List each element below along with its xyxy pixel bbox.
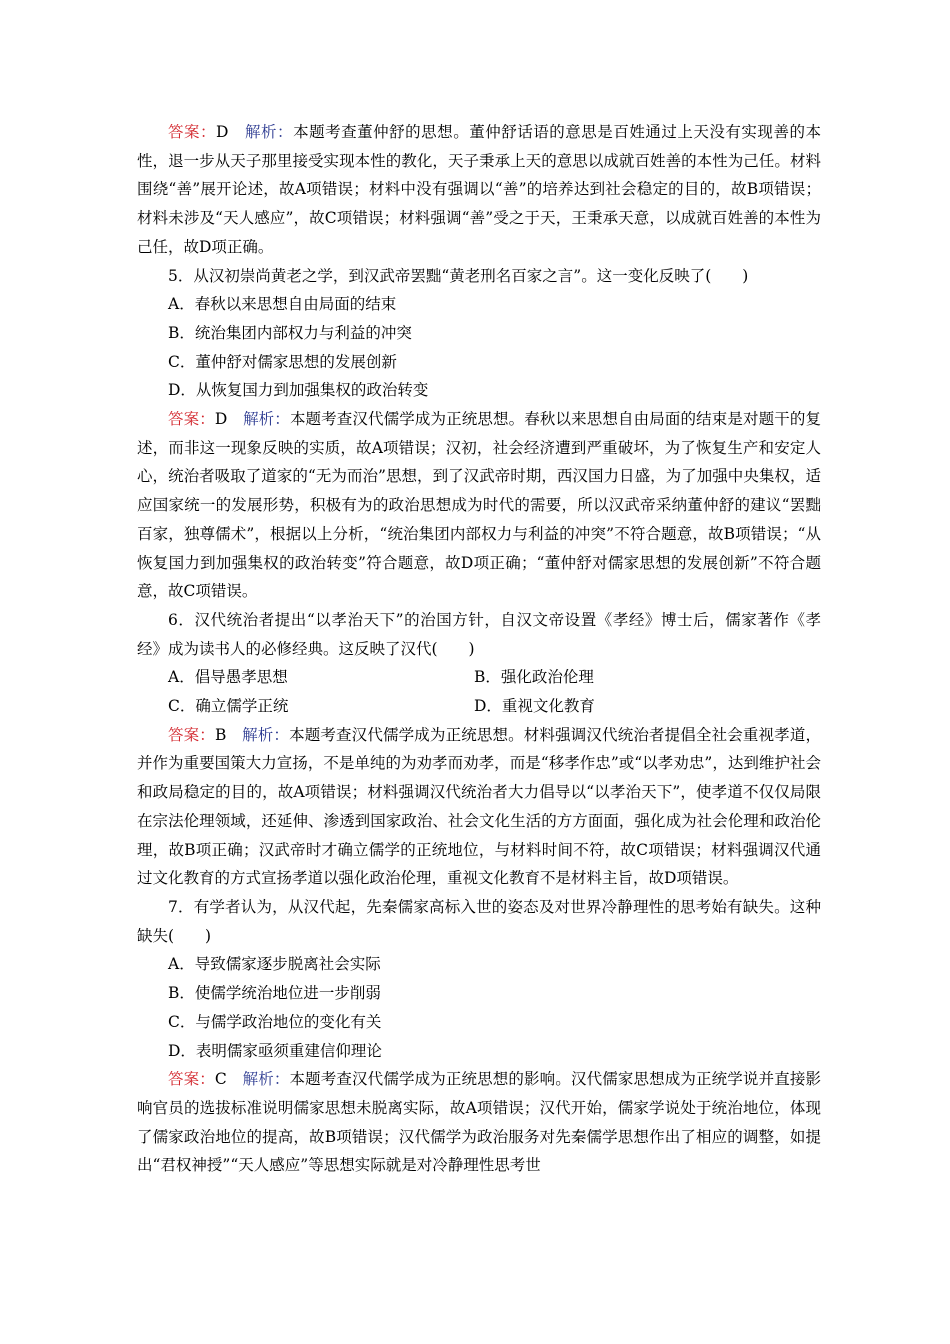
explanation-text: 本题考查汉代儒学成为正统思想。春秋以来思想自由局面的结束是对题干的复述，而非这一现象反映的实质，故A项错误；汉初，社会经济遭到严重破坏，为了恢复生产和安定人心，统治者吸取了道家的“无为而治”思想，到了汉武帝时期，西汉国力日盛，为了加强中央集权，适应国家统一的发展形势，积极有为的政治思想成为时代的需要，所以汉武帝采纳董仲舒的建议“罢黜百家，独尊儒术”，根据以上分析，“统治集团内部权力与利益的冲突”不符合题意，故B项错误；“从恢复国力到加强集权的政治转变”符合题意，故D项正确；“董仲舒对儒家思想的发展创新”不符合题意，故C项错误。 bbox=[137, 410, 821, 601]
explanation-label: 解析： bbox=[245, 123, 294, 141]
q7-answer bbox=[137, 1065, 821, 1180]
answer-value: D bbox=[216, 123, 229, 141]
q5-option-a: A．春秋以来思想自由局面的结束 bbox=[168, 295, 397, 314]
q6-option-c: C．确立儒学正统 bbox=[168, 697, 289, 716]
q5-stem: 5．从汉初崇尚黄老之学，到汉武帝罢黜“黄老刑名百家之言”。这一变化反映了( ) bbox=[168, 266, 749, 285]
answer-label: 答案： bbox=[168, 1070, 215, 1089]
q7-option-d: D．表明儒家亟须重建信仰理论 bbox=[168, 1041, 382, 1060]
q6-options-row-2 bbox=[137, 692, 821, 721]
q6-answer bbox=[137, 721, 821, 893]
answer-label: 答案： bbox=[168, 123, 217, 141]
answer-label: 答案： bbox=[168, 410, 215, 429]
explanation-text: 本题考查汉代儒学成为正统思想的影响。汉代儒家思想成为正统学说并直接影响官员的选拔标准说明儒家思想未脱离实际，故A项错误；汉代开始，儒家学说处于统治地位，体现了儒家政治地位的提高，故B项错误；汉代儒学为政治服务对先秦儒学思想作出了相应的调整，如提出“君权神授”“天人感应”等思想实际就是对冷静理性思考世 bbox=[137, 1070, 821, 1175]
explanation-label: 解析： bbox=[242, 1070, 290, 1089]
answer-label: 答案： bbox=[168, 725, 215, 744]
q7-stem: 7．有学者认为，从汉代起，先秦儒家高标入世的姿态及对世界冷静理性的思考始有缺失。这种缺失( ) bbox=[137, 897, 821, 945]
answer-value: C bbox=[214, 1070, 227, 1089]
q5-answer bbox=[137, 405, 821, 606]
q6-option-b: B．强化政治伦理 bbox=[474, 668, 594, 687]
q7-option-b: B．使儒学统治地位进一步削弱 bbox=[168, 984, 381, 1003]
q6-option-d: D．重视文化教育 bbox=[474, 697, 595, 716]
q6-options-row-1 bbox=[137, 663, 821, 692]
q7-option-a: A．导致儒家逐步脱离社会实际 bbox=[168, 955, 381, 974]
explanation-label: 解析： bbox=[242, 725, 290, 744]
q7-option-c: C．与儒学政治地位的变化有关 bbox=[168, 1012, 382, 1031]
q5-option-d: D．从恢复国力到加强集权的政治转变 bbox=[168, 381, 429, 400]
q6-stem: 6．汉代统治者提出“以孝治天下”的治国方针，自汉文帝设置《孝经》博士后，儒家著作《孝经》成为读书人的必修经典。这反映了汉代( ) bbox=[137, 610, 821, 658]
answer-value: B bbox=[214, 725, 227, 744]
explanation-text: 本题考查汉代儒学成为正统思想。材料强调汉代统治者提倡全社会重视孝道，并作为重要国策大力宣扬，不是单纯的为劝孝而劝孝，而是“移孝作忠”或“以孝劝忠”，达到维护社会和政局稳定的目的，故A项错误；材料强调汉代统治者大力倡导以“以孝治天下”，使孝道不仅仅局限在宗法伦理领域，还延伸、渗透到国家政治、社会文化生活的方方面面，强化成为社会伦理和政治伦理，故B项正确；汉武帝时才确立儒学的正统地位，与材料时间不符，故C项错误；材料强调汉代通过文化教育的方式宣扬孝道以强化政治伦理，重视文化教育不是材料主旨，故D项错误。 bbox=[137, 725, 821, 888]
explanation-text: 本题考查董仲舒的思想。董仲舒话语的意思是百姓通过上天没有实现善的本性，退一步从天子那里接受实现本性的教化，天子秉承上天的意思以成就百姓善的本性为己任。材料围绕“善”展开论述，故A项错误；材料中没有强调以“善”的培养达到社会稳定的目的，故B项错误；材料未涉及“天人感应”，故C项错误；材料强调“善”受之于天，王秉承天意，以成就百姓善的本性为己任，故D项正确。 bbox=[137, 123, 821, 256]
q5-option-b: B．统治集团内部权力与利益的冲突 bbox=[168, 323, 412, 342]
q6-option-a: A．倡导愚孝思想 bbox=[168, 668, 288, 687]
q4-answer bbox=[137, 118, 821, 262]
document-page bbox=[137, 118, 821, 1180]
explanation-label: 解析： bbox=[243, 410, 290, 429]
q5-option-c: C．董仲舒对儒家思想的发展创新 bbox=[168, 352, 397, 371]
answer-value: D bbox=[214, 410, 228, 429]
